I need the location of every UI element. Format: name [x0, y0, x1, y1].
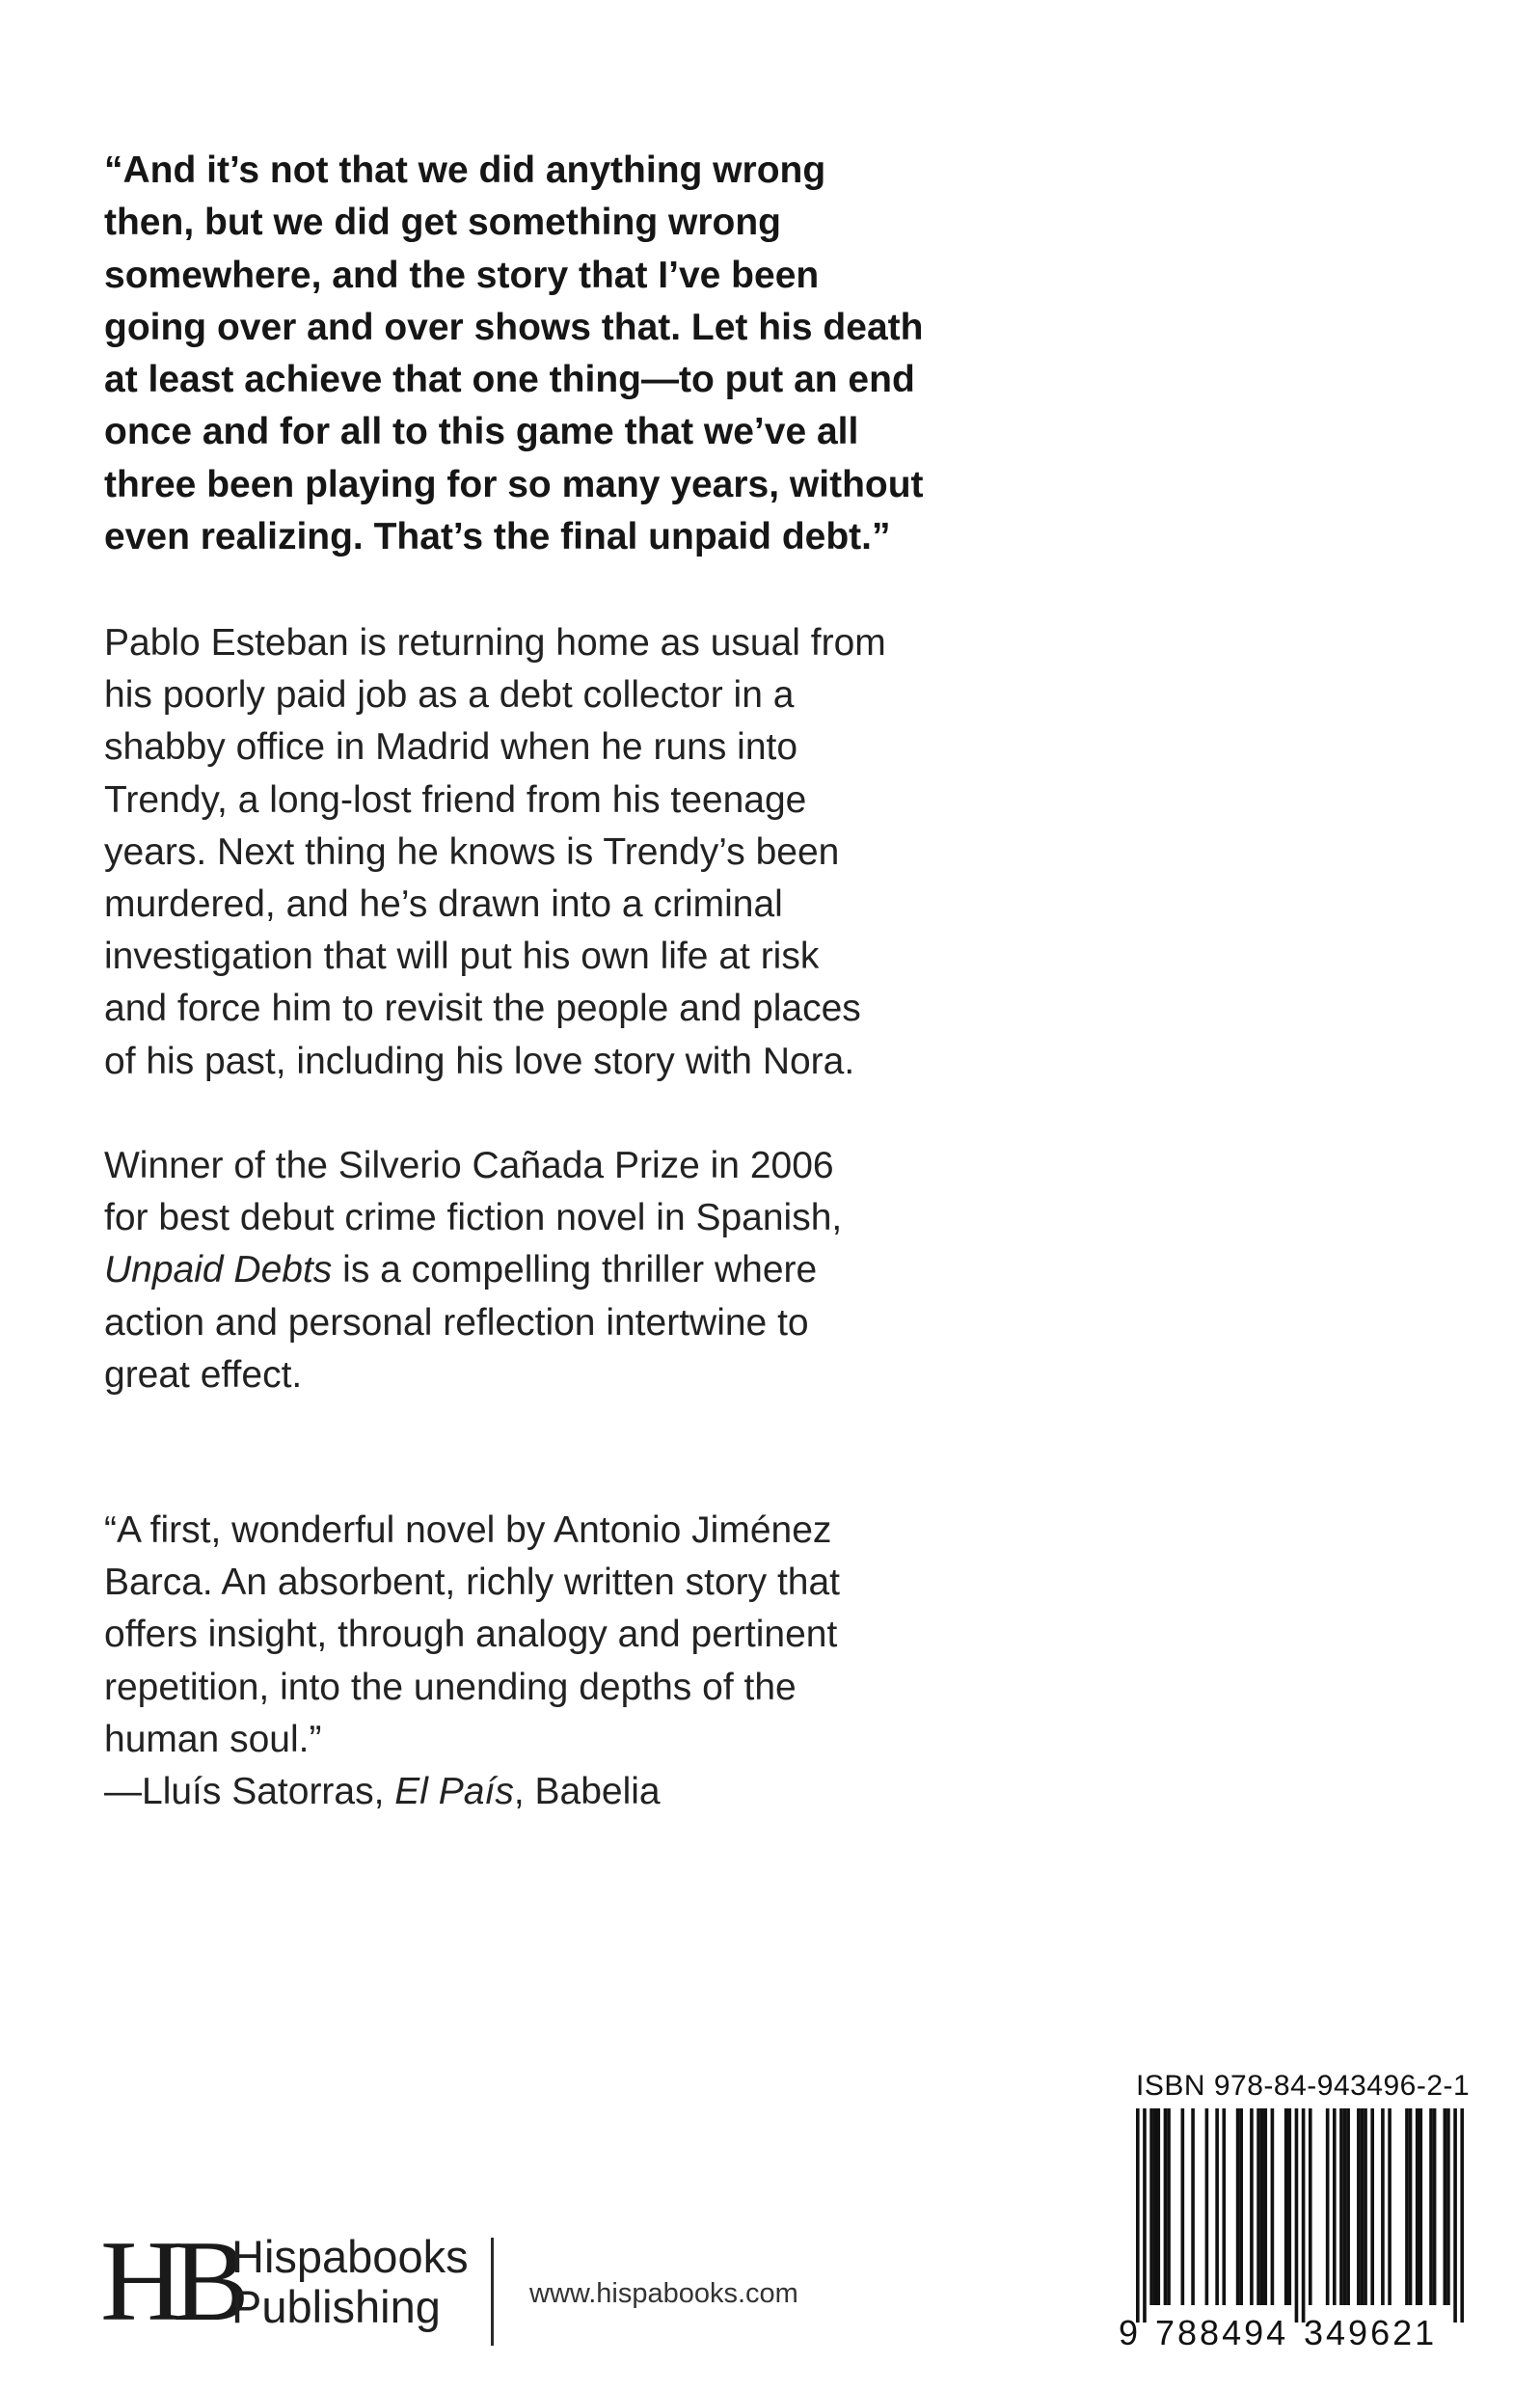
publisher-name-line2: Publishing [231, 2281, 441, 2332]
publisher-name-line1: Hispabooks [231, 2231, 469, 2282]
barcode-bar [1287, 2108, 1291, 2305]
logo-divider [491, 2238, 494, 2346]
barcode-bar [1433, 2108, 1437, 2305]
barcode-guard-bar [1453, 2108, 1457, 2323]
synopsis-line: and force him to revisit the people and places [104, 988, 861, 1030]
barcode-bar [1250, 2108, 1254, 2305]
synopsis-paragraph [104, 617, 1011, 1088]
synopsis-line: his poorly paid job as a debt collector in a [104, 674, 795, 717]
pull-quote-line: “And it’s not that we did anything wrong [104, 149, 826, 191]
synopsis-line: years. Next thing he knows is Trendy’s been [104, 830, 840, 873]
barcode-bar [1309, 2108, 1312, 2305]
prize-paragraph [104, 1140, 1011, 1401]
barcode-bar [1236, 2108, 1240, 2305]
barcode-bar [1191, 2108, 1195, 2305]
review-line: Barca. An absorbent, richly written story that [104, 1562, 841, 1604]
barcode-bar [1444, 2108, 1447, 2305]
barcode-bar [1381, 2108, 1385, 2305]
barcode-bar [1256, 2108, 1260, 2305]
review-quote [104, 1505, 1011, 1818]
isbn-barcode [1136, 2108, 1464, 2323]
barcode-guard-bar [1460, 2108, 1464, 2323]
barcode-bar [1429, 2108, 1433, 2305]
book-title: Unpaid Debts [104, 1249, 333, 1291]
barcode-bar [1181, 2108, 1185, 2305]
barcode-bar [1239, 2108, 1243, 2305]
barcode-bar [1284, 2108, 1288, 2305]
synopsis-line: of his past, including his love story with Nora. [104, 1040, 855, 1082]
synopsis-line: shabby office in Madrid when he runs into [104, 726, 798, 769]
barcode-guard-bar [1136, 2108, 1140, 2323]
barcode-bar [1326, 2108, 1330, 2305]
barcode-bar [1149, 2108, 1153, 2305]
prize-line: action and personal reflection intertwine to [104, 1301, 809, 1344]
pull-quote-line: going over and over shows that. Let his death [104, 306, 924, 348]
barcode-bar [1357, 2108, 1361, 2305]
attribution-publication: El País [394, 1771, 514, 1813]
barcode-bar [1409, 2108, 1413, 2305]
barcode-bar [1167, 2108, 1171, 2305]
review-line: repetition, into the unending depths of the [104, 1666, 797, 1708]
barcode-digit-group-right: 349621 [1304, 2313, 1438, 2352]
barcode-bar [1370, 2108, 1374, 2305]
pull-quote-line: then, but we did get something wrong [104, 202, 781, 244]
publisher-website: www.hispabooks.com [529, 2278, 798, 2309]
barcode-bar [1156, 2108, 1160, 2305]
attribution-author: —Lluís Satorras, [104, 1771, 395, 1813]
barcode-guard-bar [1143, 2108, 1147, 2323]
barcode-bar [1416, 2108, 1419, 2305]
barcode-bar [1343, 2108, 1347, 2305]
barcode-bar [1205, 2108, 1209, 2305]
logo-letter-h: H [100, 2216, 173, 2345]
logo-letter-b: B [172, 2216, 238, 2345]
barcode-bar [1260, 2108, 1264, 2305]
barcode-bar [1271, 2108, 1275, 2305]
synopsis-line: Pablo Esteban is returning home as usual from [104, 622, 886, 664]
barcode-guard-bar [1302, 2108, 1306, 2323]
publisher-logo [100, 2218, 852, 2344]
review-line: offers insight, through analogy and pertinent [104, 1614, 838, 1656]
barcode-bar [1418, 2108, 1422, 2305]
synopsis-line: investigation that will put his own life at risk [104, 936, 820, 978]
barcode-bar [1364, 2108, 1367, 2305]
barcode-bar [1215, 2108, 1219, 2305]
pull-quote-line: at least achieve that one thing—to put an end [104, 359, 915, 401]
pull-quote-line: even realizing. That’s the final unpaid debt.” [104, 516, 891, 558]
pull-quote [104, 145, 1011, 563]
barcode-bar [1405, 2108, 1409, 2305]
barcode-digit-first: 9 [1119, 2313, 1139, 2352]
review-line: human soul.” [104, 1718, 322, 1760]
barcode-guard-bar [1295, 2108, 1299, 2323]
isbn-label: ISBN 978-84-943496-2-1 [1136, 2070, 1471, 2102]
barcode-bar [1446, 2108, 1450, 2305]
barcode-bar [1164, 2108, 1168, 2305]
barcode-bar [1388, 2108, 1391, 2305]
attribution-section: , Babelia [513, 1771, 661, 1813]
pull-quote-line: three been playing for so many years, without [104, 463, 924, 505]
prize-line-rest: is a compelling thriller where [332, 1249, 818, 1291]
barcode-bar [1346, 2108, 1350, 2305]
publisher-name [231, 2232, 469, 2332]
prize-line [104, 1244, 1011, 1296]
review-line: “A first, wonderful novel by Antonio Jiménez [104, 1509, 832, 1551]
pull-quote-line: somewhere, and the story that I’ve been [104, 254, 820, 296]
review-attribution [104, 1766, 1011, 1818]
barcode-bar [1339, 2108, 1343, 2305]
pull-quote-line: once and for all to this game that we’ve all [104, 411, 859, 453]
synopsis-line: murdered, and he’s drawn into a criminal [104, 883, 783, 926]
synopsis-line: Trendy, a long-lost friend from his teenage [104, 778, 807, 821]
barcode-bar [1263, 2108, 1267, 2305]
barcode-bar [1153, 2108, 1157, 2305]
prize-line: Winner of the Silverio Cañada Prize in 2006 [104, 1145, 834, 1186]
prize-line: great effect. [104, 1353, 303, 1396]
barcode-bar [1361, 2108, 1364, 2305]
hb-logo-mark [100, 2216, 238, 2345]
barcode-digit-group-left: 788494 [1155, 2313, 1289, 2352]
barcode-bar [1222, 2108, 1226, 2305]
prize-line: for best debut crime fiction novel in Spanish, [104, 1197, 843, 1239]
barcode-bar [1333, 2108, 1337, 2305]
